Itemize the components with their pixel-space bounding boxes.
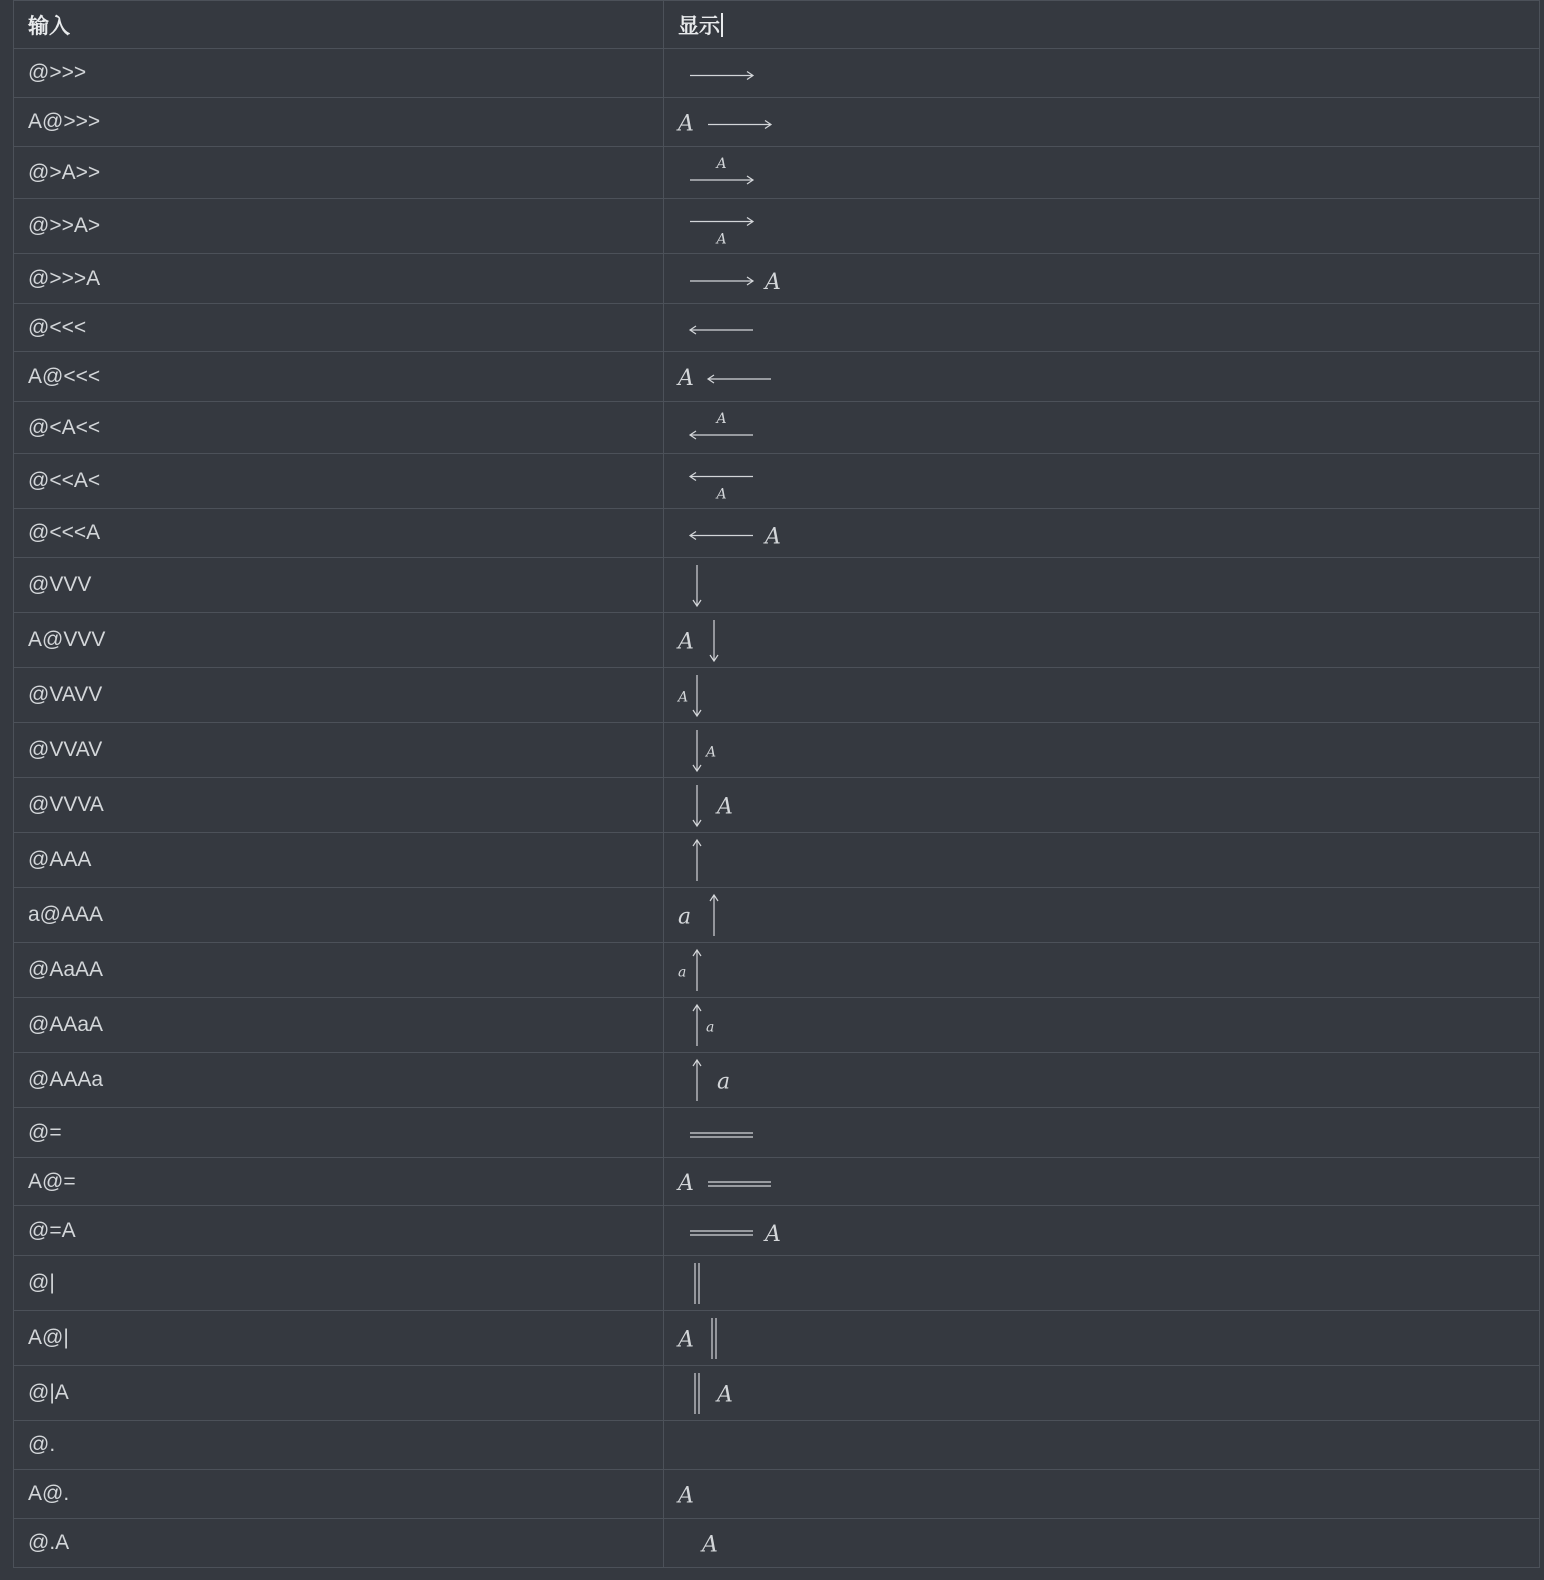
h-left-symbol bbox=[690, 531, 753, 539]
display-cell bbox=[664, 723, 1540, 778]
display-cell bbox=[664, 943, 1540, 998]
table-row bbox=[14, 1053, 1540, 1108]
display-cell bbox=[664, 1206, 1540, 1256]
table-row bbox=[14, 509, 1540, 558]
table-row bbox=[14, 147, 1540, 199]
display-cell bbox=[664, 1053, 1540, 1108]
display-cell bbox=[664, 1519, 1540, 1568]
v-up-symbol bbox=[693, 1060, 701, 1101]
input-cell: @<<A< bbox=[14, 454, 664, 509]
label-left: A bbox=[678, 689, 689, 705]
input-cell: A@= bbox=[14, 1158, 664, 1206]
input-cell: A@>>> bbox=[14, 98, 664, 147]
v-up-symbol bbox=[693, 1005, 701, 1046]
header-display[interactable]: 显示 bbox=[664, 1, 1540, 49]
table-row bbox=[14, 668, 1540, 723]
table-row bbox=[14, 1256, 1540, 1311]
header-row bbox=[14, 1, 1540, 49]
input-cell: @.A bbox=[14, 1519, 664, 1568]
input-cell: @<<< bbox=[14, 304, 664, 352]
input-cell: A@. bbox=[14, 1470, 664, 1519]
input-cell: @>>A> bbox=[14, 199, 664, 254]
display-cell bbox=[664, 1311, 1540, 1366]
rendered-arrow bbox=[664, 1422, 964, 1469]
h-right-symbol bbox=[690, 277, 753, 285]
arrow-syntax-table bbox=[13, 0, 1540, 1568]
rendered-arrow bbox=[664, 255, 964, 303]
display-cell bbox=[664, 888, 1540, 943]
label-above: A bbox=[716, 155, 727, 172]
input-cell: @AaAA bbox=[14, 943, 664, 998]
rendered-arrow bbox=[664, 724, 964, 777]
table-row bbox=[14, 998, 1540, 1053]
table-row bbox=[14, 254, 1540, 304]
display-cell bbox=[664, 454, 1540, 509]
display-cell bbox=[664, 1108, 1540, 1158]
table-row bbox=[14, 1108, 1540, 1158]
display-cell bbox=[664, 402, 1540, 454]
label-before: A bbox=[678, 1483, 694, 1508]
display-cell bbox=[664, 254, 1540, 304]
display-cell bbox=[664, 49, 1540, 98]
input-cell: @AAA bbox=[14, 833, 664, 888]
table-row bbox=[14, 888, 1540, 943]
v-down-symbol bbox=[693, 730, 701, 771]
display-cell bbox=[664, 998, 1540, 1053]
h-eq-symbol bbox=[690, 1133, 753, 1137]
h-eq-symbol bbox=[690, 1231, 753, 1235]
label-before: A bbox=[678, 629, 694, 654]
rendered-arrow bbox=[664, 353, 964, 401]
rendered-arrow bbox=[664, 779, 964, 832]
rendered-arrow bbox=[664, 1367, 964, 1420]
rendered-arrow bbox=[664, 1159, 964, 1205]
label-above: A bbox=[716, 410, 727, 427]
label-before: A bbox=[678, 1327, 694, 1352]
rendered-arrow bbox=[664, 1109, 964, 1157]
table-row bbox=[14, 454, 1540, 509]
input-cell: A@| bbox=[14, 1311, 664, 1366]
input-cell: @. bbox=[14, 1421, 664, 1470]
table-row bbox=[14, 1519, 1540, 1568]
rendered-arrow bbox=[664, 99, 964, 146]
rendered-arrow bbox=[664, 403, 964, 453]
rendered-arrow bbox=[664, 1471, 964, 1518]
rendered-arrow bbox=[664, 200, 964, 253]
rendered-arrow bbox=[664, 1520, 964, 1567]
rendered-arrow bbox=[664, 148, 964, 198]
input-cell: @>>>A bbox=[14, 254, 664, 304]
input-cell: @AAAa bbox=[14, 1053, 664, 1108]
rendered-arrow bbox=[664, 944, 964, 997]
v-down-symbol bbox=[693, 785, 701, 826]
rendered-arrow bbox=[664, 1207, 964, 1255]
v-up-symbol bbox=[693, 840, 701, 881]
label-after: A bbox=[702, 1532, 718, 1557]
input-cell: @VVV bbox=[14, 558, 664, 613]
table-row bbox=[14, 98, 1540, 147]
rendered-arrow bbox=[664, 614, 964, 667]
rendered-arrow bbox=[664, 669, 964, 722]
rendered-arrow bbox=[664, 1312, 964, 1365]
label-before: A bbox=[678, 365, 694, 391]
h-left-symbol bbox=[690, 431, 753, 439]
input-cell: @AAaA bbox=[14, 998, 664, 1053]
rendered-arrow bbox=[664, 305, 964, 351]
display-cell bbox=[664, 147, 1540, 199]
input-cell: a@AAA bbox=[14, 888, 664, 943]
v-up-symbol bbox=[710, 895, 718, 936]
table-row bbox=[14, 1311, 1540, 1366]
header-input: 输入 bbox=[14, 1, 664, 49]
table-row bbox=[14, 1470, 1540, 1519]
display-cell bbox=[664, 668, 1540, 723]
display-cell bbox=[664, 778, 1540, 833]
label-after: A bbox=[765, 1221, 781, 1247]
display-cell bbox=[664, 833, 1540, 888]
label-right: a bbox=[706, 1019, 715, 1035]
label-below: A bbox=[716, 486, 727, 502]
input-cell: @=A bbox=[14, 1206, 664, 1256]
input-cell: A@<<< bbox=[14, 352, 664, 402]
input-cell: @| bbox=[14, 1256, 664, 1311]
v-eq-symbol bbox=[695, 1263, 699, 1304]
h-right-symbol bbox=[690, 217, 753, 225]
label-after: A bbox=[765, 269, 781, 295]
input-cell: @<A<< bbox=[14, 402, 664, 454]
input-cell: A@VVV bbox=[14, 613, 664, 668]
h-eq-symbol bbox=[708, 1182, 771, 1186]
table-row bbox=[14, 723, 1540, 778]
label-after: A bbox=[717, 1382, 733, 1407]
v-eq-symbol bbox=[695, 1373, 699, 1414]
rendered-arrow bbox=[664, 999, 964, 1052]
table-row bbox=[14, 402, 1540, 454]
rendered-arrow bbox=[664, 834, 964, 887]
v-up-symbol bbox=[693, 950, 701, 991]
label-before: A bbox=[678, 111, 694, 136]
label-after: a bbox=[717, 1069, 731, 1094]
table-row bbox=[14, 199, 1540, 254]
display-cell bbox=[664, 509, 1540, 558]
display-cell bbox=[664, 1256, 1540, 1311]
input-cell: @VVAV bbox=[14, 723, 664, 778]
label-left: a bbox=[678, 964, 687, 980]
display-cell bbox=[664, 613, 1540, 668]
input-cell: @<<<A bbox=[14, 509, 664, 558]
label-right: A bbox=[706, 744, 717, 760]
table-row bbox=[14, 833, 1540, 888]
table-row bbox=[14, 304, 1540, 352]
label-before: A bbox=[678, 1170, 694, 1196]
rendered-arrow bbox=[664, 1257, 964, 1310]
table-row bbox=[14, 613, 1540, 668]
rendered-arrow bbox=[664, 559, 964, 612]
h-right-symbol bbox=[708, 120, 771, 128]
input-cell: @VAVV bbox=[14, 668, 664, 723]
label-after: A bbox=[717, 794, 733, 819]
table-body bbox=[14, 49, 1540, 1568]
table-row bbox=[14, 558, 1540, 613]
table-row bbox=[14, 1158, 1540, 1206]
display-cell bbox=[664, 1158, 1540, 1206]
input-cell: @>A>> bbox=[14, 147, 664, 199]
display-cell bbox=[664, 1470, 1540, 1519]
v-down-symbol bbox=[693, 675, 701, 716]
input-cell: @VVVA bbox=[14, 778, 664, 833]
h-right-symbol bbox=[690, 71, 753, 79]
display-cell bbox=[664, 304, 1540, 352]
display-cell bbox=[664, 352, 1540, 402]
display-cell bbox=[664, 199, 1540, 254]
label-after: A bbox=[765, 524, 781, 549]
table-row bbox=[14, 778, 1540, 833]
h-left-symbol bbox=[708, 375, 771, 383]
rendered-arrow bbox=[664, 1054, 964, 1107]
label-before: a bbox=[678, 904, 692, 929]
table-row bbox=[14, 943, 1540, 998]
rendered-arrow bbox=[664, 50, 964, 97]
h-left-symbol bbox=[690, 326, 753, 334]
label-below: A bbox=[716, 231, 727, 247]
table-row bbox=[14, 1366, 1540, 1421]
v-down-symbol bbox=[693, 565, 701, 606]
table-row bbox=[14, 352, 1540, 402]
table-row bbox=[14, 1421, 1540, 1470]
input-cell: @>>> bbox=[14, 49, 664, 98]
table-row bbox=[14, 1206, 1540, 1256]
display-cell bbox=[664, 98, 1540, 147]
v-eq-symbol bbox=[712, 1318, 716, 1359]
table-row bbox=[14, 49, 1540, 98]
h-right-symbol bbox=[690, 176, 753, 184]
rendered-arrow bbox=[664, 455, 964, 508]
display-cell bbox=[664, 1421, 1540, 1470]
v-down-symbol bbox=[710, 620, 718, 661]
rendered-arrow bbox=[664, 889, 964, 942]
display-cell bbox=[664, 1366, 1540, 1421]
input-cell: @|A bbox=[14, 1366, 664, 1421]
h-left-symbol bbox=[690, 472, 753, 480]
input-cell: @= bbox=[14, 1108, 664, 1158]
text-cursor bbox=[721, 13, 723, 37]
rendered-arrow bbox=[664, 510, 964, 557]
display-cell bbox=[664, 558, 1540, 613]
